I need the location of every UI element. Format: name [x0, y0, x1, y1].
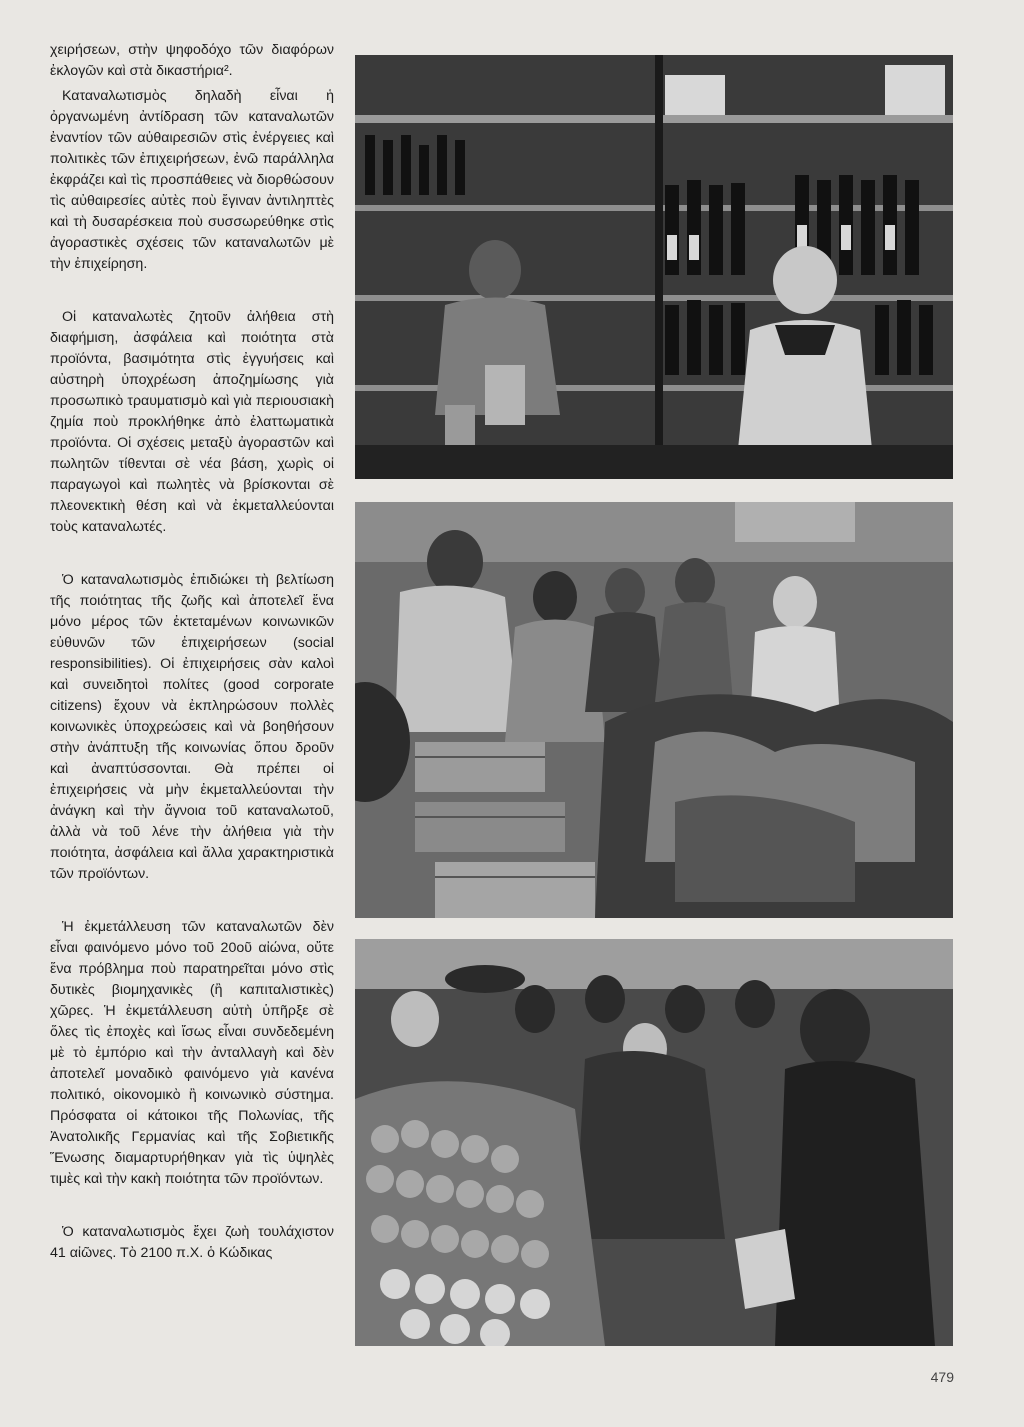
paragraph-exploitation-history: Ἡ ἐκμετάλλευση τῶν καταναλωτῶν δὲν εἶναι φαινόμενο μόνο τοῦ 20οῦ αἰώνα, οὔτε ἕνα πρόβλημα ποὺ παρατηρεῖται μόνο στὶς δυτικὲς βιομηχανικὲς (ἢ καπιταλιστικὲς) χῶρες. Ἡ ἐκμετάλλευση αὐτὴ ὑπῆρξε σὲ ὅλες τὶς ἐποχὲς καὶ ἴσως εἶναι συνδεδεμένη μὲ τὸ ἐμπόριο καὶ τὴν ἀνταλλαγὴ καὶ δὲν ἀποτελεῖ μοναδικὸ φαινόμενο γιὰ κανένα πολιτικό, οἰκονομικὸ ἢ κοινωνικὸ σύστημα. Πρόσφατα οἱ κάτοικοι τῆς Πολωνίας, τῆς Ἀνατολικῆς Γερμανίας καὶ τῆς Σοβιετικῆς Ἕνωσης διαμαρτυρήθηκαν γιὰ τὶς ὑψηλὲς τιμὲς καὶ τὴν κακὴ ποιότητα τῶν προϊόντων.	[50, 919, 334, 1187]
paragraph-consumerism-definition: Καταναλωτισμὸς δηλαδὴ εἶναι ἡ ὀργανωμένη ἀντίδραση τῶν καταναλωτῶν ἐναντίον τῶν αὐθαιρεσιῶν στὶς ἐνέργειες καὶ πολιτικὲς τῶν ἐπιχειρήσεων, ἐνῶ παράλληλα ἐκφράζει καὶ τὶς προσπάθειες νὰ διορθώσουν τὶς αὐθαιρεσίες αὐτὲς ποὺ ἔγιναν ἀντιληπτὲς καὶ τὴ δυσαρέσκεια ποὺ συσσωρεύθηκε στὶς ἀγοραστικὲς σχέσεις τῶν καταναλωτῶν μὲ τὴν ἐπιχείρηση.	[50, 88, 334, 272]
photo-wine-shop	[355, 55, 953, 479]
text-column	[50, 40, 334, 1296]
paragraph-ancient-consumerism: Ὁ καταναλωτισμὸς ἔχει ζωὴ τουλάχιστον 41 αἰῶνες. Τὸ 2100 π.Χ. ὁ Κώδικας	[50, 1224, 334, 1261]
paragraph-consumer-demands: Οἱ καταναλωτὲς ζητοῦν ἀλήθεια στὴ διαφήμιση, ἀσφάλεια καὶ ποιότητα στὰ προϊόντα, βασιμότητα στὶς ἐγγυήσεις καὶ αὐστηρὴ ὑποχρέωση ἀποζημίωσης γιὰ προσωπικὸ τραυματισμὸ καὶ γιὰ περιουσιακὴ ζημία ποὺ προκλήθηκε ἀπὸ ἐλαττωματικὰ προϊόντα. Οἱ σχέσεις μεταξὺ ἀγοραστῶν καὶ πωλητῶν τίθενται σὲ νέα βάση, χωρὶς οἱ παραγωγοὶ καὶ πωλητὲς νὰ βρίσκονται σὲ πλεονεκτικὴ θέση καὶ νὰ ἐκμεταλλεύονται τοὺς καταναλωτές.	[50, 309, 334, 535]
photo-fruit-stall	[355, 939, 953, 1346]
page-number: 479	[930, 1369, 954, 1385]
paragraph-continuation: χειρήσεων, στὴν ψηφοδόχο τῶν διαφόρων ἐκλογῶν καὶ στὰ δικαστήρια².	[50, 42, 334, 79]
wine-shop-illustration	[355, 55, 953, 479]
fruit-stall-illustration	[355, 939, 953, 1346]
photo-vegetable-market	[355, 502, 953, 918]
market-illustration	[355, 502, 953, 918]
paragraph-social-responsibility: Ὁ καταναλωτισμὸς ἐπιδιώκει τὴ βελτίωση τῆς ποιότητας τῆς ζωῆς καὶ ἀποτελεῖ ἕνα μόνο μέρος τῶν ἐκτεταμένων κοινωνικῶν εὐθυνῶν τῶν ἐπιχειρήσεων (social responsibilities). Οἱ ἐπιχειρήσεις σὰν καλοὶ καὶ συνειδητοὶ πολίτες (good corporate citizens) ἔχουν νὰ ἐκπληρώσουν πολλὲς κοινωνικὲς ὑποχρεώσεις καὶ νὰ βοηθήσουν στὴν ἀνάπτυξη τῆς κοινωνίας ὅπου δροῦν καὶ ἀναπτύσσονται. Θὰ πρέπει οἱ ἐπιχειρήσεις νὰ μὴν ἐκμεταλλεύονται τὴν ἀνάγκη καὶ τὴν ἄγνοια τοῦ καταναλωτοῦ, ἀλλὰ νὰ τοῦ λένε τὴν ἀλήθεια γιὰ τὴν ποιότητα, ἀσφάλεια καὶ ἄλλα χαρακτηριστικὰ τῶν προϊόντων.	[50, 572, 334, 882]
